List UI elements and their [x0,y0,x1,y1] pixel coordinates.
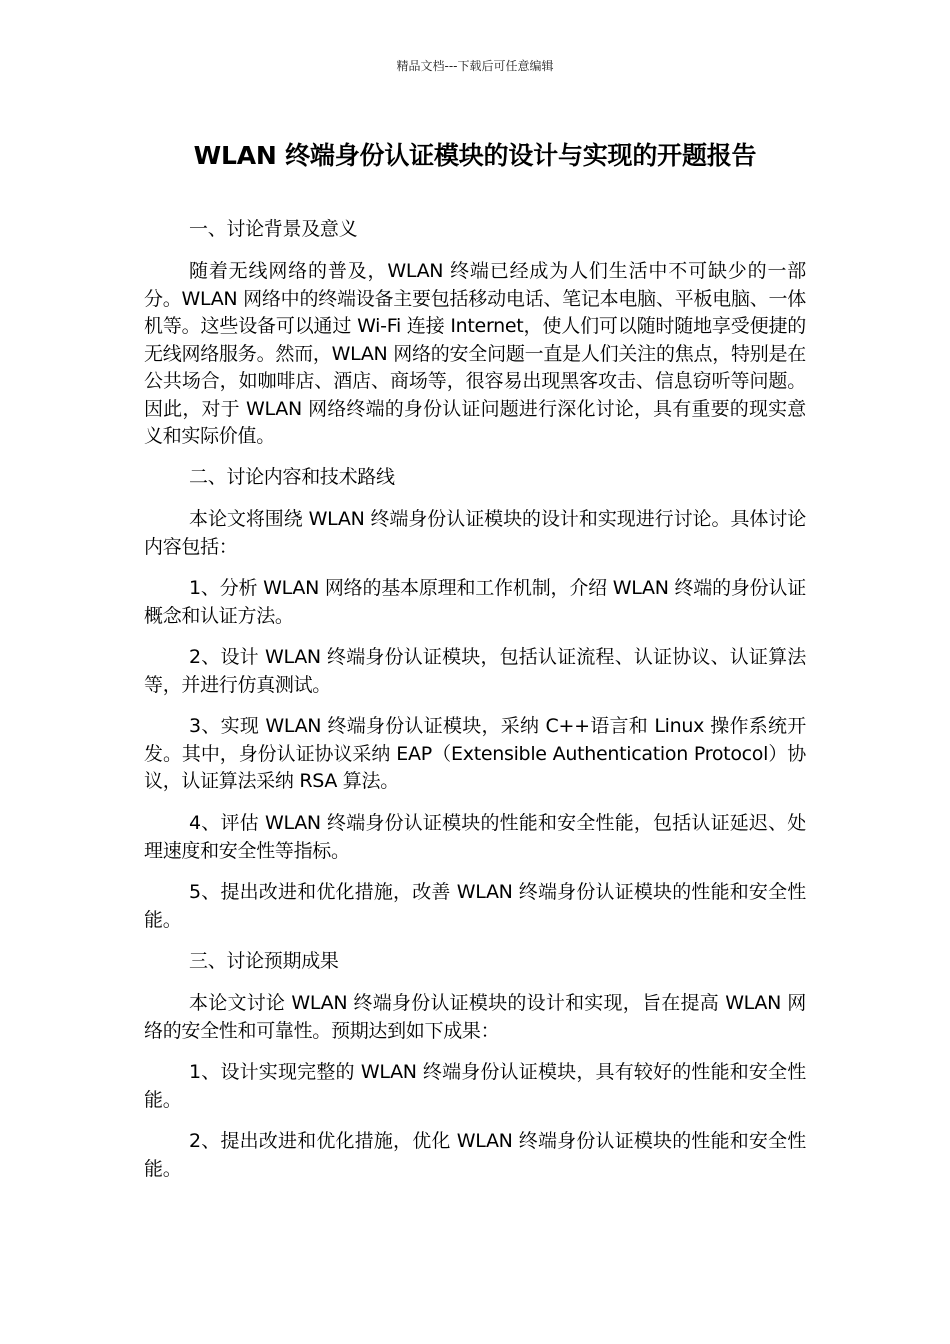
section-1-paragraph-block [144,258,806,451]
section-3-item-2-block [144,1128,806,1183]
section-3-heading-block [144,948,806,976]
section-2-item-2-block [144,644,806,699]
section-3-item-1-block [144,1059,806,1114]
section-2-item-4: 4、评估 WLAN 终端身份认证模块的性能和安全性能，包括认证延迟、处理速度和安全性等指标。 [144,812,806,862]
section-2-intro-block [144,506,806,561]
header-note: 精品文档---下载后可任意编辑 [396,59,554,73]
section-2-heading-block [144,464,806,492]
section-1-heading: 一、讨论背景及意义 [189,218,358,240]
section-3-item-2: 2、提出改进和优化措施，优化 WLAN 终端身份认证模块的性能和安全性能。 [144,1130,806,1180]
section-2-item-1-block [144,575,806,630]
section-3-heading: 三、讨论预期成果 [189,950,339,972]
section-2-item-5-block [144,879,806,934]
section-1-heading-block [144,216,806,244]
section-3-intro-block [144,990,806,1045]
section-1-paragraph: 随着无线网络的普及，WLAN 终端已经成为人们生活中不可缺少的一部分。WLAN 网络中的终端设备主要包括移动电话、笔记本电脑、平板电脑、一体机等。这些设备可以通过 Wi-Fi 连接 Internet，使人们可以随时随地享受便捷的无线网络服务。然而，WLAN 网络的安全问题一直是人们关注的焦点，特别是在公共场合，如咖啡店、酒店、商场等，很容易出现黑客攻击、信息窃听等问题。因此，对于 WLAN 网络终端的身份认证问题进行深化讨论，具有重要的现实意义和实际价值。 [144,260,806,447]
section-3-intro: 本论文讨论 WLAN 终端身份认证模块的设计和实现，旨在提高 WLAN 网络的安全性和可靠性。预期达到如下成果： [144,992,806,1042]
section-2-item-4-block [144,810,806,865]
document-title: WLAN 终端身份认证模块的设计与实现的开题报告 [193,141,757,170]
section-2-heading: 二、讨论内容和技术路线 [189,466,395,488]
section-2-item-5: 5、提出改进和优化措施，改善 WLAN 终端身份认证模块的性能和安全性能。 [144,881,806,931]
section-3-item-1: 1、设计实现完整的 WLAN 终端身份认证模块，具有较好的性能和安全性能。 [144,1061,806,1111]
section-2-item-3-block [144,713,806,796]
section-2-intro: 本论文将围绕 WLAN 终端身份认证模块的设计和实现进行讨论。具体讨论内容包括： [144,508,806,558]
section-2-item-1: 1、分析 WLAN 网络的基本原理和工作机制，介绍 WLAN 终端的身份认证概念和认证方法。 [144,577,806,627]
section-2-item-2: 2、设计 WLAN 终端身份认证模块，包括认证流程、认证协议、认证算法等，并进行仿真测试。 [144,646,806,696]
section-2-item-3: 3、实现 WLAN 终端身份认证模块，采纳 C++语言和 Linux 操作系统开发。其中，身份认证协议采纳 EAP（Extensible Authentication Protocol）协议，认证算法采纳 RSA 算法。 [144,715,806,792]
